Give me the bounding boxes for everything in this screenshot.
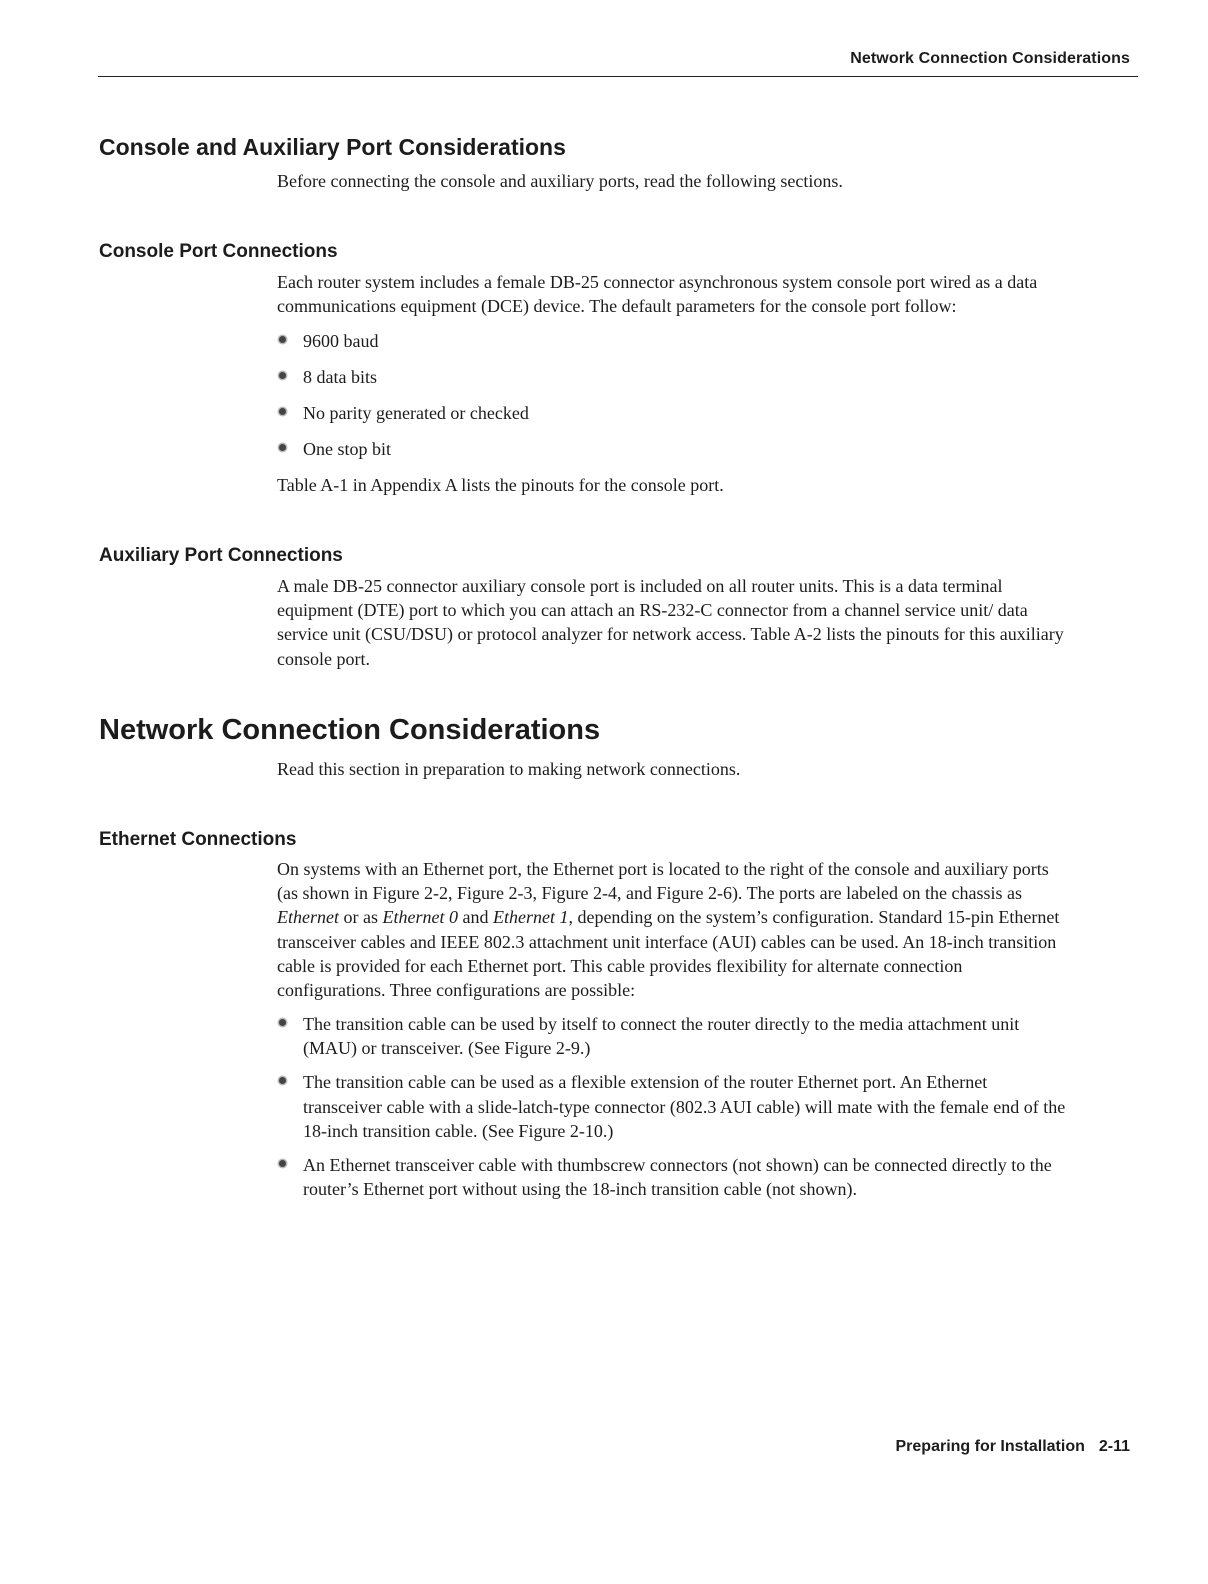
- section-intro-network: Read this section in preparation to making network connections.: [277, 759, 741, 779]
- bullet-icon: [279, 1019, 286, 1026]
- bullet-icon: [279, 444, 286, 451]
- bullet-icon: [279, 1160, 286, 1167]
- subsection-title-console-port: Console Port Connections: [99, 241, 338, 262]
- console-port-table-reference: Table A-1 in Appendix A lists the pinouts for the console port.: [277, 475, 724, 495]
- bullet-icon: [279, 408, 286, 415]
- list-item: The transition cable can be used by itself to connect the router directly to the media attachment unit (MAU) or transceiver. (See Figure 2-9.): [277, 1012, 1067, 1060]
- list-item: The transition cable can be used as a flexible extension of the router Ethernet port. An Ethernet transceiver cable with a slide-latch-type connector (802.3 AUI cable) will mate with the female end of the 18-inch transition cable. (See Figure 2-10.): [277, 1070, 1067, 1143]
- list-item: One stop bit: [277, 437, 1067, 461]
- section-title-network: Network Connection Considerations: [99, 714, 601, 746]
- term-ethernet-0: Ethernet 0: [382, 907, 458, 928]
- page-number: 2-11: [1098, 1438, 1130, 1455]
- aux-port-body: A male DB-25 connector auxiliary console port is included on all router units. This is a data terminal equipment (DTE) port to which you can attach an RS-232-C connector from a channel service unit/ data service unit (CSU/DSU) or protocol analyzer for network access. Table A-2 lists the pinouts for this auxiliary console port.: [277, 576, 1064, 669]
- console-port-body: Each router system includes a female DB-25 connector asynchronous system console port wired as a data communications equipment (DCE) device. The default parameters for the console port follow:: [277, 272, 1038, 317]
- console-port-parameter-list: [277, 329, 1067, 461]
- list-item: 9600 baud: [277, 329, 1067, 353]
- section-title-console-aux: Console and Auxiliary Port Considerations: [99, 134, 566, 160]
- subsection-title-ethernet: Ethernet Connections: [99, 829, 297, 850]
- term-ethernet-1: Ethernet 1,: [492, 907, 573, 928]
- list-item: An Ethernet transceiver cable with thumbscrew connectors (not shown) can be connected directly to the router’s Ethernet port without using the 18-inch transition cable (not shown).: [277, 1153, 1067, 1201]
- section-intro-console-aux: Before connecting the console and auxiliary ports, read the following sections.: [277, 171, 843, 191]
- bullet-icon: [279, 336, 286, 343]
- page-footer: [896, 1438, 1131, 1456]
- ethernet-body: On systems with an Ethernet port, the Ethernet port is located to the right of the console and auxiliary ports (as shown in Figure 2-2, Figure 2-3, Figure 2-4, and Figure 2-6). The ports are labeled on the chassis as Ethernet or as Ethernet 0 and Ethernet 1, depending on the system’s configuration. Standard 15-pin Ethernet transceiver cables and IEEE 802.3 attachment unit interface (AUI) cables can be used. An 18-inch transition cable is provided for each Ethernet port. This cable provides flexibility for alternate connection configurations. Three configurations are possible:: [277, 859, 1060, 1001]
- bullet-icon: [279, 372, 286, 379]
- ethernet-configuration-list: [277, 1012, 1067, 1201]
- subsection-title-aux-port: Auxiliary Port Connections: [99, 545, 343, 566]
- term-ethernet: Ethernet: [277, 907, 339, 928]
- list-item: 8 data bits: [277, 365, 1067, 389]
- list-item: No parity generated or checked: [277, 401, 1067, 425]
- footer-chapter-title: Preparing for Installation: [895, 1438, 1085, 1455]
- running-header: Network Connection Considerations: [850, 50, 1130, 67]
- header-rule: [98, 76, 1138, 77]
- bullet-icon: [279, 1077, 286, 1084]
